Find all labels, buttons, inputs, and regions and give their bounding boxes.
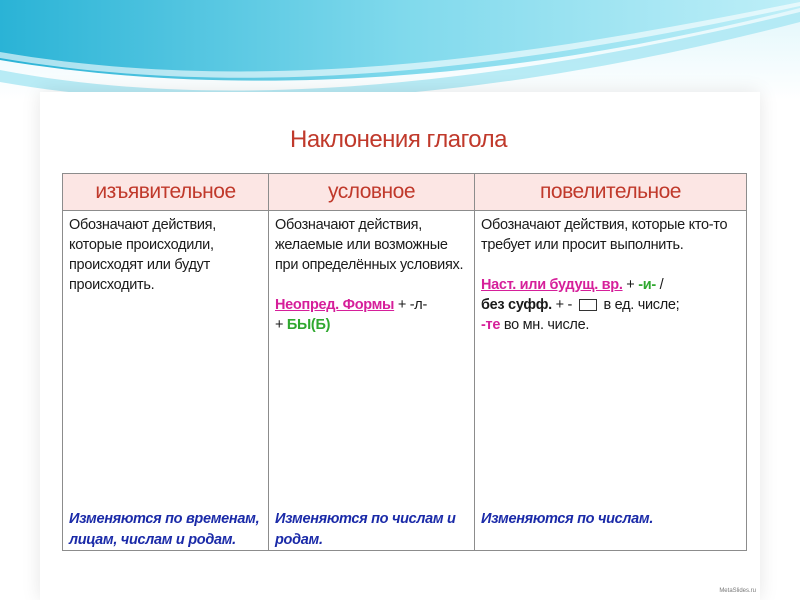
table-header-row bbox=[63, 174, 747, 211]
table-row bbox=[63, 211, 747, 551]
imperative-rule-singular: в ед. числе; bbox=[599, 297, 680, 313]
imperative-rule-stem: Наст. или будущ. вр. bbox=[481, 277, 623, 293]
indicative-description: Обозначают действия, которые происходили, происходят или будут происходить. bbox=[69, 217, 216, 293]
cell-conditional bbox=[269, 211, 475, 551]
imperative-rule-plural: во мн. числе. bbox=[500, 317, 590, 333]
header-indicative: изъявительное bbox=[63, 174, 269, 211]
header-wave-decoration bbox=[0, 0, 800, 100]
imperative-rule-suffix: -и- bbox=[638, 277, 656, 293]
moods-table bbox=[62, 173, 747, 551]
imperative-rule-te: -те bbox=[481, 317, 501, 333]
conditional-changes: Изменяются по числам и родам. bbox=[275, 511, 456, 548]
conditional-rule-particle: БЫ(Б) bbox=[286, 317, 331, 333]
watermark: MetaSlides.ru bbox=[719, 588, 756, 594]
imperative-rule-plus-dash: + - bbox=[551, 297, 576, 313]
imperative-formation-rule bbox=[481, 275, 740, 335]
imperative-changes: Изменяются по числам. bbox=[481, 511, 654, 527]
header-conditional: условное bbox=[269, 174, 475, 211]
imperative-rule-slash: / bbox=[655, 277, 664, 293]
cell-imperative bbox=[475, 211, 747, 551]
cell-indicative bbox=[63, 211, 269, 551]
imperative-description: Обозначают действия, которые кто-то требует или просит выполнить. bbox=[481, 217, 728, 253]
page-title: Наклонения глагола bbox=[290, 126, 507, 153]
imperative-rule-no-suffix: без суфф. bbox=[481, 297, 552, 313]
conditional-rule-infinitive: Неопред. Формы bbox=[275, 297, 395, 313]
conditional-rule-plus: + bbox=[275, 317, 287, 333]
imperative-rule-plus: + bbox=[622, 277, 639, 293]
empty-ending-box-icon bbox=[579, 299, 597, 311]
conditional-formation-rule bbox=[275, 295, 468, 335]
conditional-description: Обозначают действия, желаемые или возможные при определённых условиях. bbox=[275, 217, 464, 273]
indicative-changes: Изменяются по временам, лицам, числам и родам. bbox=[69, 511, 260, 548]
header-imperative: повелительное bbox=[475, 174, 747, 211]
conditional-rule-suffix: + -л- bbox=[394, 297, 427, 313]
